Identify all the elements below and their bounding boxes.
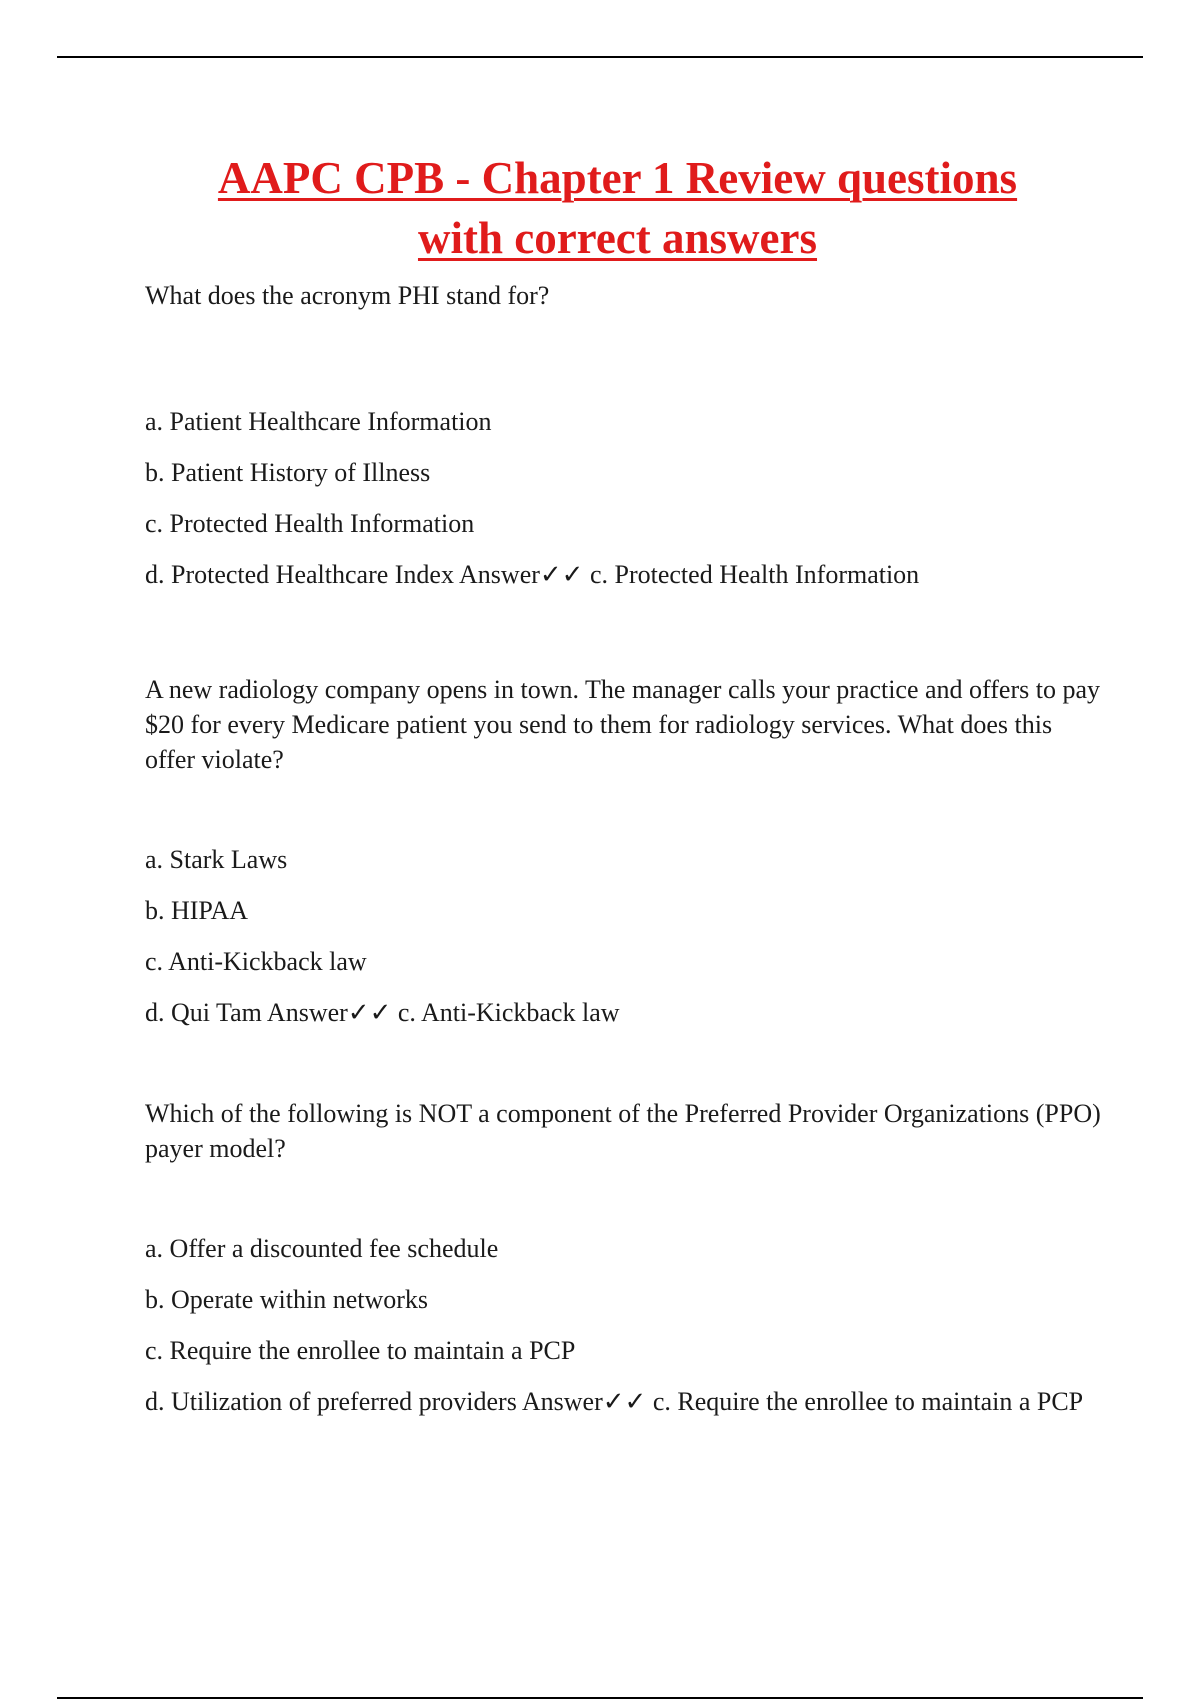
question-block-2: [145, 672, 1105, 1030]
top-rule: [57, 56, 1143, 58]
answer-option: a. Offer a discounted fee schedule: [145, 1234, 499, 1263]
question-prompt-2: A new radiology company opens in town. The manager calls your practice and offers to pay $20 for every Medicare patient you send to them for radiology services. What does this offer violate?: [145, 675, 1100, 774]
answer-option: c. Require the enrollee to maintain a PCP: [145, 1336, 576, 1365]
answer-option-with-key: d. Qui Tam Answer✓✓ c. Anti-Kickback law: [145, 998, 620, 1027]
answer-options-2: [145, 842, 1105, 1030]
answer-option: a. Stark Laws: [145, 845, 288, 874]
answer-option: b. Operate within networks: [145, 1285, 429, 1314]
title-line-1: AAPC CPB - Chapter 1 Review questions: [217, 153, 1018, 203]
question-block-1: [145, 278, 1105, 592]
question-prompt-1: What does the acronym PHI stand for?: [145, 281, 550, 310]
title-line-2: with correct answers: [417, 213, 818, 263]
bottom-rule: [57, 1697, 1143, 1699]
answer-option: b. Patient History of Illness: [145, 458, 431, 487]
answer-option-with-key: d. Utilization of preferred providers Answer✓✓ c. Require the enrollee to maintain a PCP: [145, 1387, 1084, 1416]
question-prompt-3: Which of the following is NOT a component of the Preferred Provider Organizations (PPO) payer model?: [145, 1099, 1101, 1163]
answer-option: a. Patient Healthcare Information: [145, 407, 492, 436]
page-title: [100, 148, 1135, 268]
question-list: [145, 278, 1105, 1419]
question-block-3: [145, 1096, 1105, 1419]
answer-option: c. Anti-Kickback law: [145, 947, 367, 976]
answer-options-3: [145, 1231, 1105, 1419]
answer-option-with-key: d. Protected Healthcare Index Answer✓✓ c. Protected Health Information: [145, 560, 920, 589]
answer-option: b. HIPAA: [145, 896, 249, 925]
answer-options-1: [145, 404, 1105, 592]
answer-option: c. Protected Health Information: [145, 509, 475, 538]
